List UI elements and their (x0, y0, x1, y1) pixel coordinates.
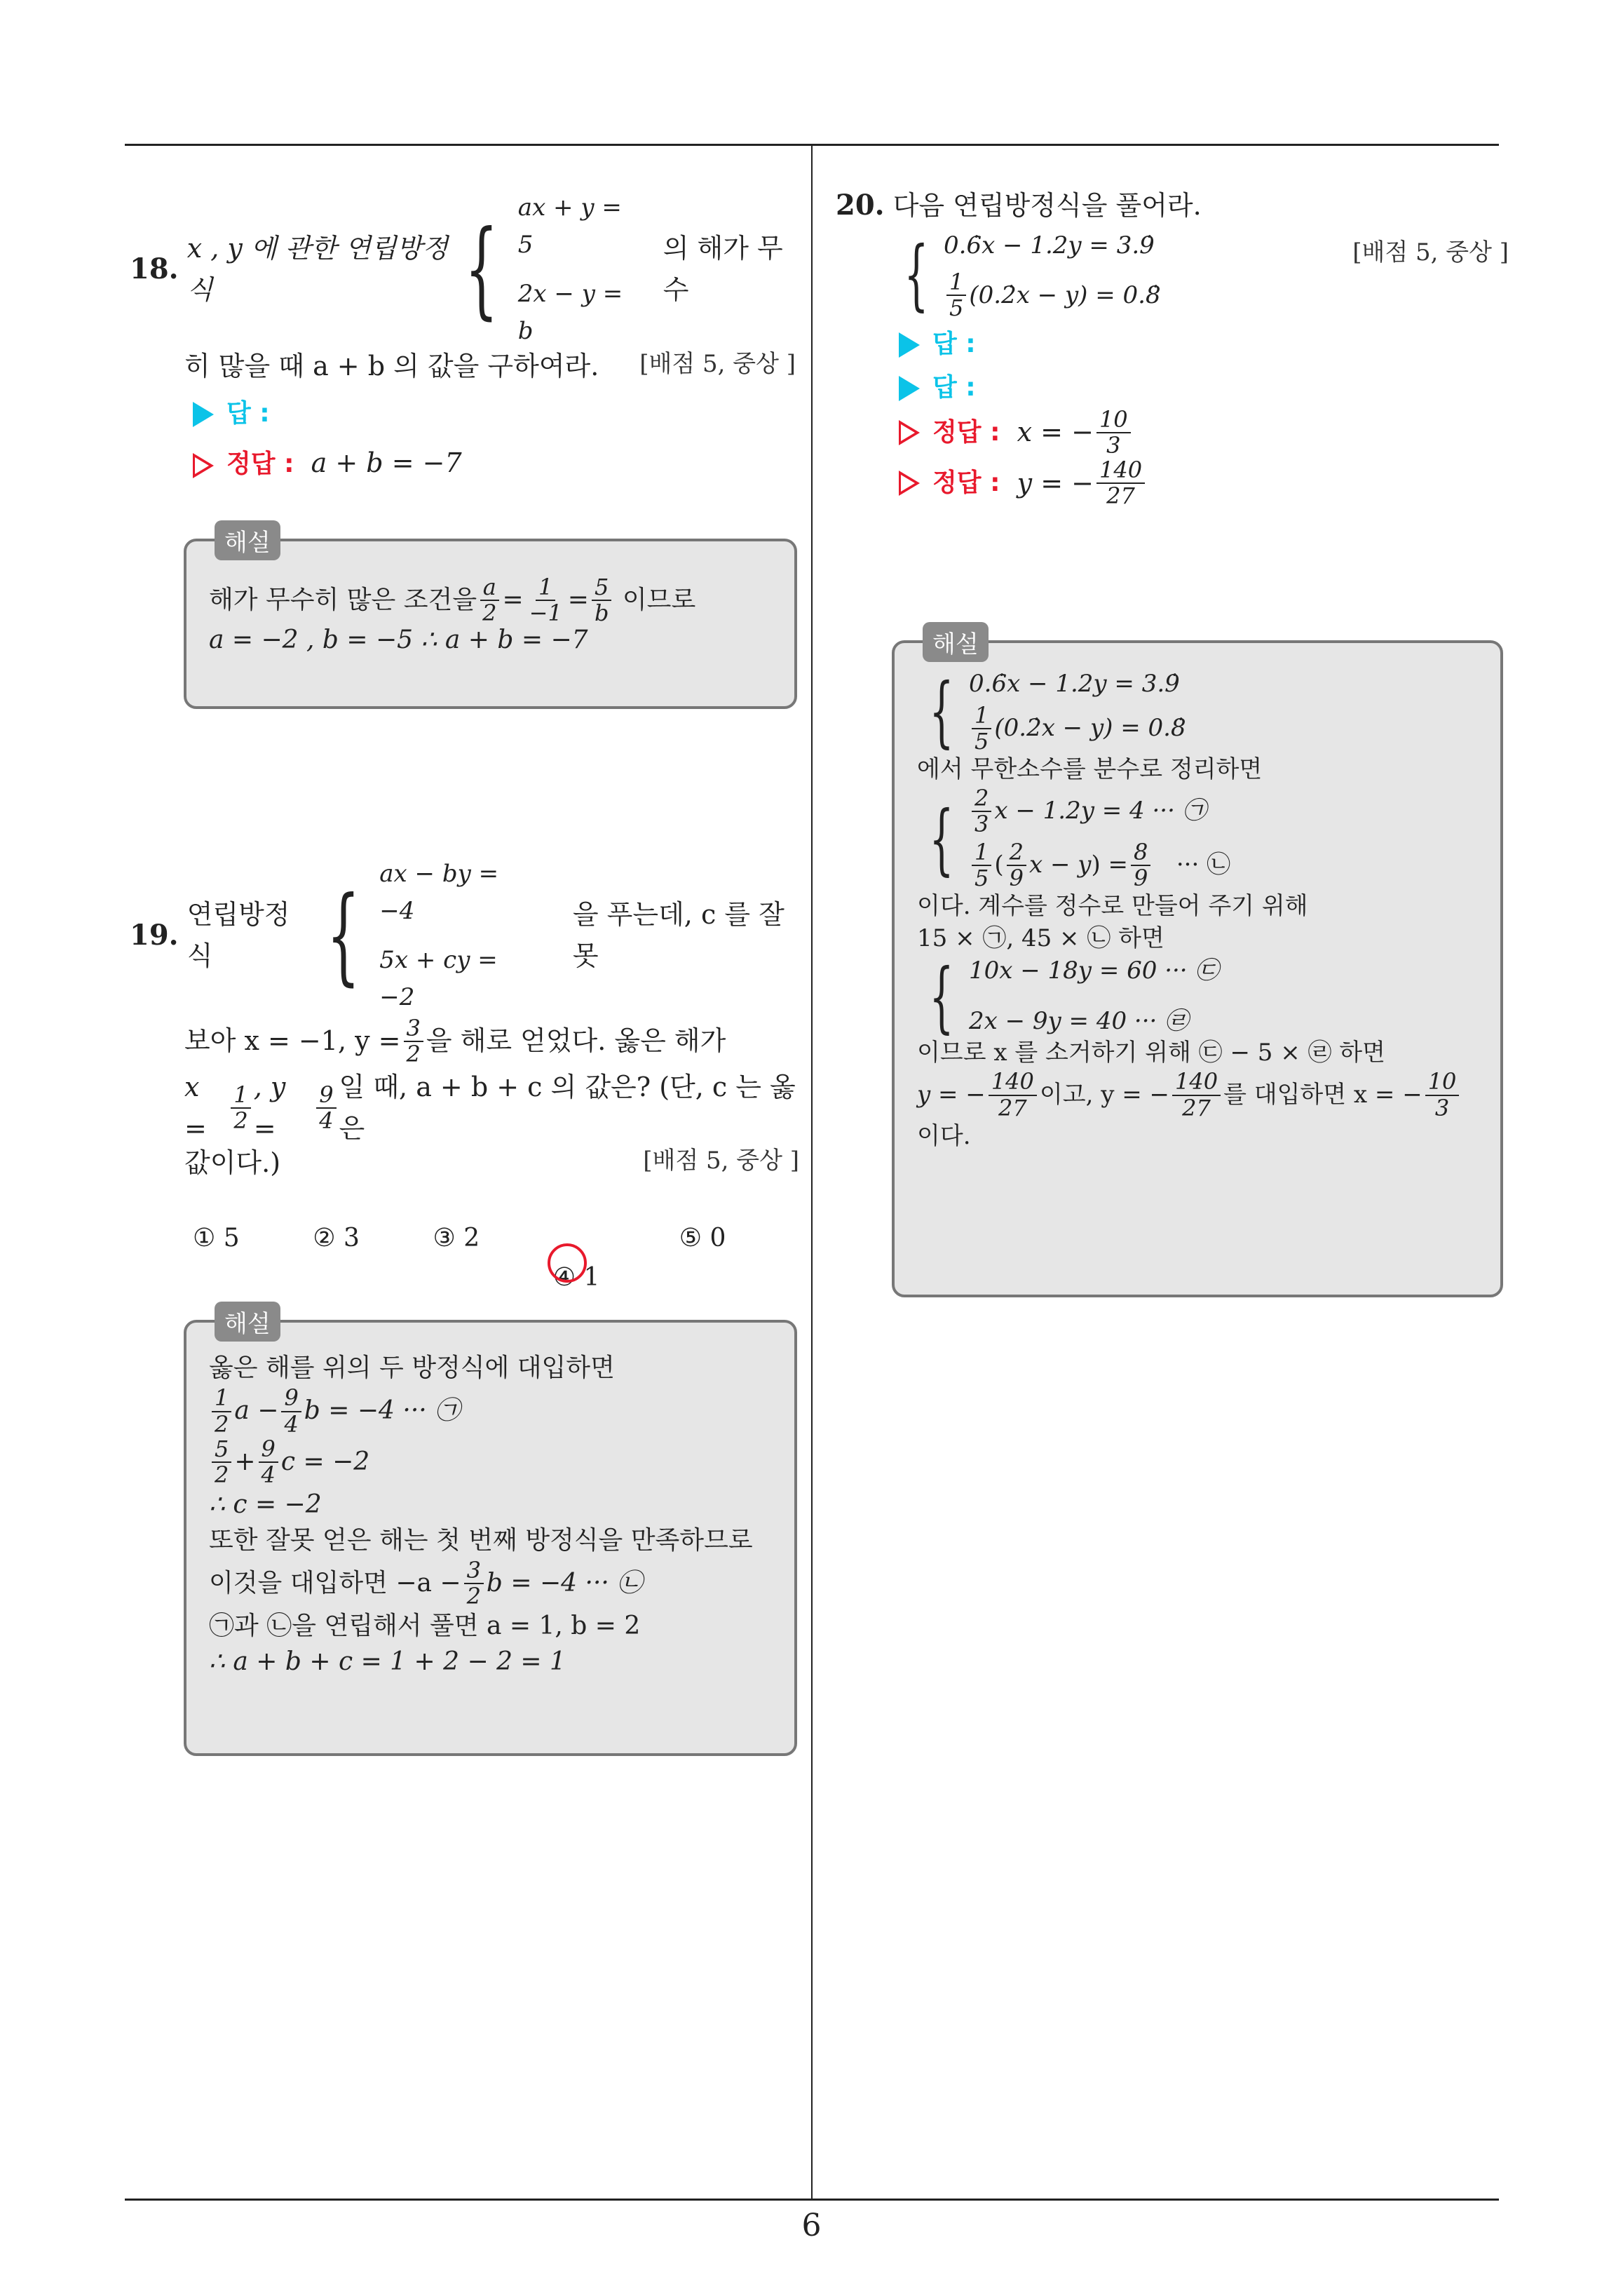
solution-tag: 해설 (215, 520, 280, 560)
column-divider (811, 144, 813, 2199)
equation: ax + y = 5 (517, 194, 622, 259)
equation: 5x + cy = −2 (379, 946, 498, 1012)
solution-text: 에서 무한소수를 분수로 정리하면 (917, 755, 1263, 784)
correct-answer-row (193, 443, 796, 484)
question-20 (836, 184, 1509, 508)
score-label: [배점 5, 중상 ] (1352, 238, 1509, 267)
solution-text: ∴ c = −2 (209, 1490, 322, 1520)
solution-box-18: 해설 해가 무수히 많은 조건을 $\frac{a}{2}$ = $\frac{1}{-1}$ = $\frac{5}{b}$ 이므로 a = −2 , b = −5 ∴ a + b = −7 (184, 539, 797, 709)
solution-text: 이것을 대입하면 −a − $\frac{3}{2}$ b = −4 ··· ㉡ (209, 1556, 643, 1610)
solution-text: 또한 잘못 얻은 해는 첫 번째 방정식을 만족하므로 (209, 1525, 753, 1555)
choice-5[interactable]: ⑤ 0 (679, 1223, 726, 1252)
bottom-rule (125, 2199, 1499, 2201)
correct-value: a + b = −7 (311, 447, 462, 479)
outline-triangle-icon (193, 453, 214, 478)
question-19: 19. 연립방정식 { ax − by = −4 5x + cy = −2 을 푸는데, c 를 잘못 보아 x = −1, y = $\frac{3}{2}$ 을 해로 얻었다. 옳은 해가 x = $\frac{1}{2}$ , y = $\frac{9}{4}$ 일 때, a + b + c 의 값은? (단, c 는 옳은 값이다.) [배점 5, 중상 ] ① 5 ② 3 ③ 2 ④ 1 ⑤ 0 (130, 856, 799, 1297)
answer-row: 답 : (899, 325, 1509, 364)
solution-text: 이다. (917, 1121, 971, 1150)
correct-answer-row: 정답 : y = − $\frac{140}{27}$ (899, 458, 1509, 508)
outline-triangle-icon (899, 420, 920, 445)
equation-system: { 0.6̇x − 1.2y = 3.9̇ $\frac{1}{5}$ (0.2̇x − y) = 0.8̇ (892, 227, 1161, 320)
solution-tag: 해설 (215, 1302, 280, 1342)
score-label: [배점 5, 중상 ] (643, 1146, 799, 1175)
equation-system: { ax + y = 5 2x − y = b (448, 189, 627, 350)
question-text: 보아 x = −1, y = (184, 1025, 401, 1057)
solution-text: $\frac{1}{2}$ a − $\frac{9}{4}$ b = −4 ··· ㉠ (209, 1386, 780, 1436)
question-text: 다음 연립방정식을 풀어라. (892, 190, 1202, 221)
equation-system: { 0.6̇x − 1.2y = 3.9̇ $\frac{1}{5}$ (0.2̇x − y) = 0.8̇ (929, 666, 1186, 757)
solution-text: $\frac{5}{2}$ + $\frac{9}{4}$ c = −2 (209, 1437, 780, 1487)
choice-2[interactable]: ② 3 (313, 1223, 360, 1252)
solution-text: 15 × ㉠, 45 × ㉡ 하면 (917, 924, 1164, 952)
solution-text: 옳은 해를 위의 두 방정식에 대입하면 (209, 1353, 615, 1382)
solution-text: a = −2 , b = −5 ∴ a + b = −7 (209, 626, 588, 655)
choice-3[interactable]: ③ 2 (433, 1223, 480, 1252)
question-text: 연립방정식 (186, 899, 290, 972)
solution-text: ㉠과 ㉡을 연립해서 풀면 a = 1, b = 2 (209, 1612, 641, 1641)
solution-box-20 (892, 630, 1503, 1297)
solution-text: 이다. 계수를 정수로 만들어 주기 위해 (917, 891, 1308, 920)
question-text: 의 해가 무수 (663, 233, 783, 306)
question-number: 20. (836, 189, 885, 222)
question-number: 19. (130, 919, 179, 952)
equation-system: { ax − by = −4 5x + cy = −2 (310, 856, 531, 1016)
answer-row: 답 : (193, 394, 796, 433)
solution-tag: 해설 (923, 622, 989, 662)
solution-text: 이므로 x 를 소거하기 위해 ㉢ − 5 × ㉣ 하면 (917, 1039, 1385, 1067)
play-triangle-icon (899, 376, 920, 401)
choice-1[interactable]: ① 5 (193, 1223, 240, 1252)
answer-choices (193, 1219, 799, 1297)
choice-4-selected[interactable]: ④ 1 (552, 1262, 600, 1292)
question-18 (130, 189, 796, 484)
solution-text: y = − $\frac{140}{27}$ 이고, y = − $\frac{140}{27}$ 를 대입하면 x = − $\frac{10}{3}$ (917, 1069, 1486, 1120)
question-text: 일 때, a + b + c 의 값은? (단, c 는 옳은 (339, 1072, 796, 1144)
outline-triangle-icon (899, 471, 920, 496)
question-text: 히 많을 때 a + b 의 값을 구하여라. (184, 350, 599, 381)
question-text: x , y 에 관한 연립방정식 (186, 233, 449, 306)
question-text: 값이다.) (184, 1147, 281, 1178)
play-triangle-icon (899, 332, 920, 358)
equation-system: { $\frac{2}{3}$ x − 1.2y = 4 ··· ㉠ $\frac{1}{5}$ ( $\frac{2}{9}$ x − y ) = $\frac{8}{9}$ ··· ㉡ (929, 785, 1231, 891)
page-number: 6 (801, 2208, 822, 2243)
equation: 2x − y = b (517, 280, 623, 346)
question-text: 을 푸는데, c 를 잘못 (572, 899, 785, 972)
play-triangle-icon (193, 402, 214, 427)
correct-label: 정답 : (226, 450, 294, 479)
answer-row: 답 : (899, 368, 1509, 407)
equation-system: { 10x − 18y = 60 ··· ㉢ 2x − 9y = 40 ··· ㉣ (929, 951, 1219, 1041)
equation: ax − by = −4 (379, 860, 499, 925)
score-label: [배점 5, 중상 ] (639, 349, 796, 378)
question-number: 18. (130, 252, 179, 286)
solution-box-19 (184, 1310, 797, 1756)
equation: (0.2̇x − y) = 0.8̇ (969, 281, 1161, 309)
solution-text: 이므로 (622, 586, 696, 615)
solution-text: ∴ a + b + c = 1 + 2 − 2 = 1 (209, 1647, 566, 1676)
correct-answer-row: 정답 : x = − $\frac{10}{3}$ (899, 407, 1509, 458)
question-text: 을 해로 얻었다. 옳은 해가 (426, 1025, 726, 1057)
equation: 0.6̇x − 1.2y = 3.9̇ (944, 231, 1155, 259)
solution-text: 해가 무수히 많은 조건을 (209, 586, 477, 615)
